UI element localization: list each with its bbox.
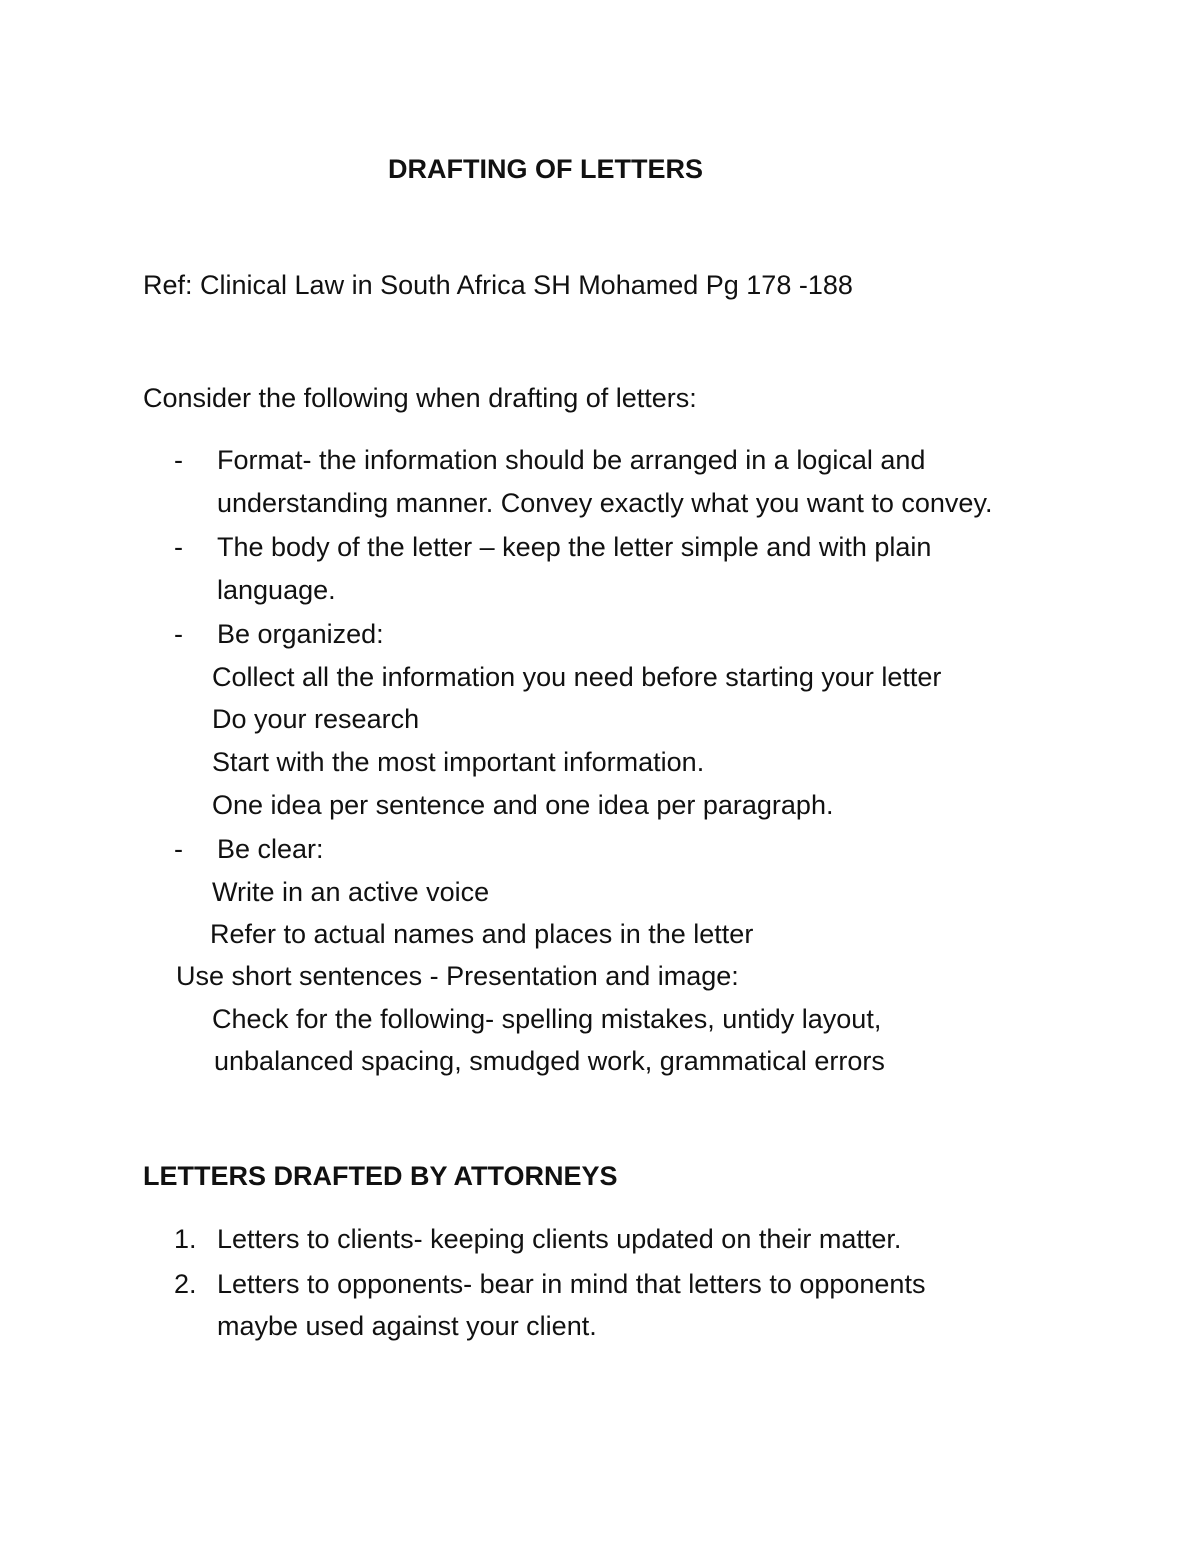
bullet-line: Be organized: xyxy=(217,619,384,649)
numbered-line: maybe used against your client. xyxy=(217,1311,597,1341)
bullet-line: language. xyxy=(217,575,336,605)
document-title: DRAFTING OF LETTERS xyxy=(388,154,703,184)
bullet-marker: - xyxy=(174,532,183,562)
numbered-line: Letters to opponents- bear in mind that letters to opponents xyxy=(217,1269,926,1299)
presentation-line: unbalanced spacing, smudged work, grammatical errors xyxy=(214,1046,885,1076)
presentation-line: Check for the following- spelling mistakes, untidy layout, xyxy=(212,1004,882,1034)
sub-line: Refer to actual names and places in the letter xyxy=(210,919,754,949)
bullet-line: The body of the letter – keep the letter simple and with plain xyxy=(217,532,932,562)
sub-line: One idea per sentence and one idea per paragraph. xyxy=(212,790,834,820)
sub-line: Collect all the information you need before starting your letter xyxy=(212,662,942,692)
bullet-marker: - xyxy=(174,834,183,864)
sub-line: Do your research xyxy=(212,704,420,734)
reference-line: Ref: Clinical Law in South Africa SH Mohamed Pg 178 -188 xyxy=(143,270,853,300)
section-heading: LETTERS DRAFTED BY ATTORNEYS xyxy=(143,1161,618,1191)
intro-line: Consider the following when drafting of letters: xyxy=(143,383,697,413)
bullet-line: Format- the information should be arranged in a logical and xyxy=(217,445,926,475)
numbered-marker: 2. xyxy=(174,1269,197,1299)
bullet-line: Be clear: xyxy=(217,834,324,864)
sub-line: Write in an active voice xyxy=(212,877,490,907)
bullet-marker: - xyxy=(174,445,183,475)
short-sentences-line: Use short sentences - Presentation and image: xyxy=(176,961,739,991)
bullet-marker: - xyxy=(174,619,183,649)
bullet-line: understanding manner. Convey exactly what you want to convey. xyxy=(217,488,993,518)
numbered-line: Letters to clients- keeping clients updated on their matter. xyxy=(217,1224,902,1254)
numbered-marker: 1. xyxy=(174,1224,197,1254)
sub-line: Start with the most important information. xyxy=(212,747,705,777)
